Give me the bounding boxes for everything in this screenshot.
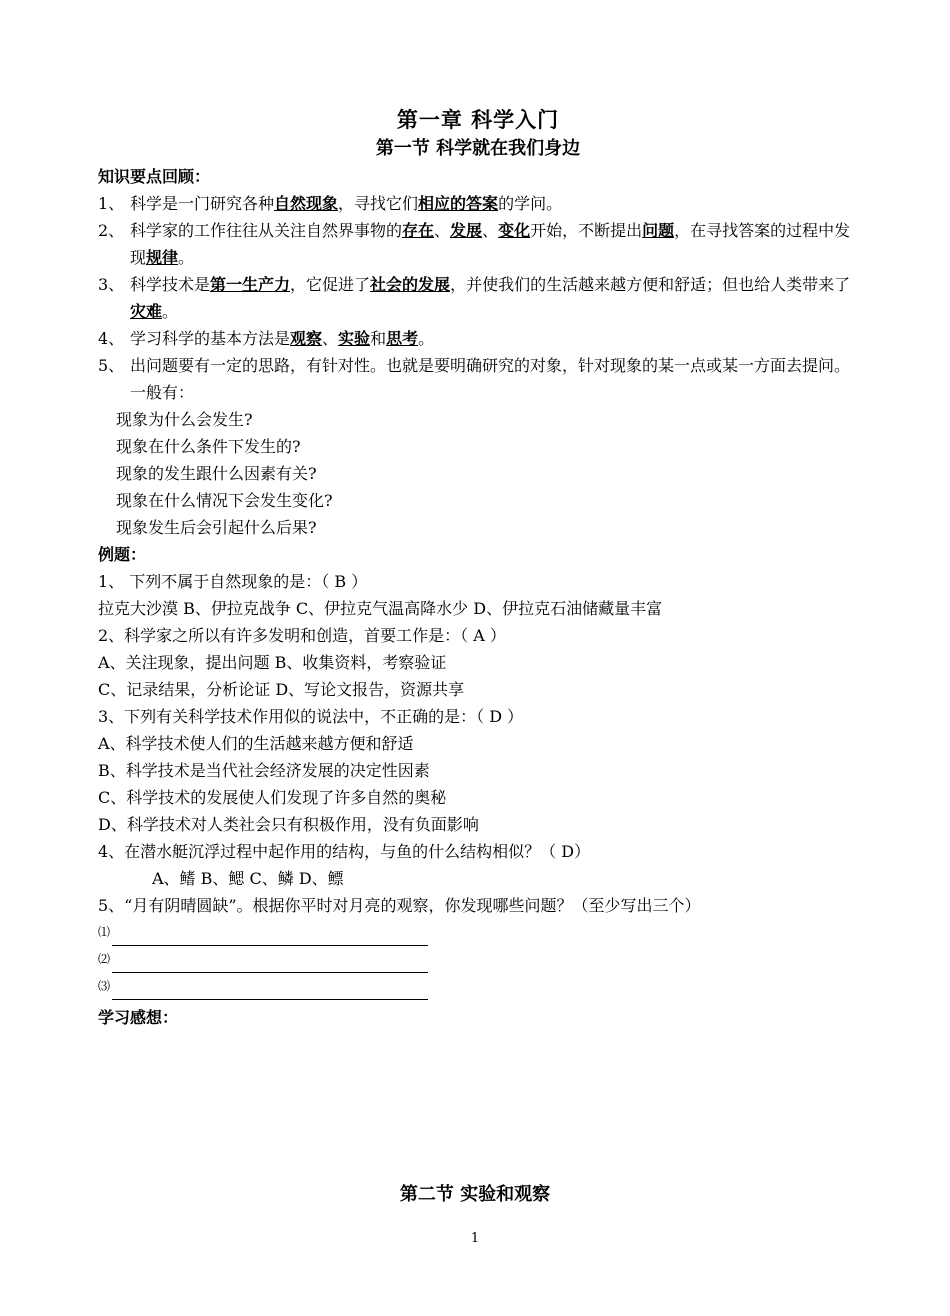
question-3-option-a: A、科学技术使人们的生活越来越方便和舒适	[98, 734, 414, 753]
answer-line[interactable]	[112, 979, 428, 1000]
item-number: 3、	[98, 275, 125, 294]
text: 的学问。	[498, 194, 563, 213]
item-number: 4、	[98, 329, 125, 348]
answer-blank-3[interactable]	[98, 973, 858, 1000]
reflection-heading: 学习感想：	[98, 1008, 179, 1027]
guide-question: 现象为什么会发生?	[116, 410, 253, 429]
blank-number: ⑴	[98, 925, 111, 939]
key-term: 变化	[498, 221, 531, 240]
text: 学习科学的基本方法是	[130, 329, 291, 348]
text: 、	[482, 221, 499, 240]
key-term: 规律	[146, 248, 179, 267]
text: 和	[370, 329, 387, 348]
question-3-option-d: D、科学技术对人类社会只有积极作用，没有负面影响	[98, 815, 479, 834]
text: 、	[322, 329, 339, 348]
knowledge-heading: 知识要点回顾：	[98, 167, 211, 186]
text: ，寻找它们	[338, 194, 419, 213]
knowledge-point-4	[98, 325, 858, 352]
key-term: 相应的答案	[418, 194, 499, 213]
knowledge-point-1	[98, 190, 858, 217]
key-term: 发展	[450, 221, 483, 240]
text: 出问题要有一定的思路，有针对性。也就是要明确研究的对象，针对现象的某一点或某一方面去提问。一般有：	[130, 356, 851, 402]
knowledge-point-2	[98, 217, 858, 271]
item-number: 2、	[98, 221, 125, 240]
question-1: 1、 下列不属于自然现象的是：（ B ）	[98, 572, 368, 591]
key-term: 思考	[386, 329, 419, 348]
blank-number: ⑶	[98, 979, 111, 993]
text: 。	[178, 248, 195, 267]
question-1-options: 拉克大沙漠 B、伊拉克战争 C、伊拉克气温高降水少 D、伊拉克石油储藏量丰富	[98, 599, 663, 618]
text: 开始，不断提出	[530, 221, 643, 240]
question-3-option-c: C、科学技术的发展使人们发现了许多自然的奥秘	[98, 788, 447, 807]
answer-line[interactable]	[112, 925, 428, 946]
blank-number: ⑵	[98, 952, 111, 966]
key-term: 实验	[338, 329, 371, 348]
text: 科学是一门研究各种	[130, 194, 275, 213]
question-4: 4、在潜水艇沉浮过程中起作用的结构，与鱼的什么结构相似？（ D）	[98, 842, 591, 861]
item-number: 5、	[98, 356, 125, 375]
text: ，它促进了	[290, 275, 371, 294]
guide-question: 现象在什么条件下发生的?	[116, 437, 301, 456]
key-term: 存在	[402, 221, 435, 240]
question-3-option-b: B、科学技术是当代社会经济发展的决定性因素	[98, 761, 430, 780]
question-2-options: A、关注现象，提出问题 B、收集资料，考察验证	[98, 653, 447, 672]
item-number: 1、	[98, 194, 125, 213]
answer-line[interactable]	[112, 952, 428, 973]
question-2-options: C、记录结果，分析论证 D、写论文报告，资源共享	[98, 680, 465, 699]
key-term: 自然现象	[274, 194, 339, 213]
text: ，并使我们的生活越来越方便和舒适；但也给人类带来了	[450, 275, 851, 294]
knowledge-point-3	[98, 271, 858, 325]
question-2: 2、科学家之所以有许多发明和创造，首要工作是：（ A ）	[98, 626, 506, 645]
section-2-title: 第二节 实验和观察	[399, 1184, 551, 1205]
question-5: 5、“月有阴晴圆缺”。根据你平时对月亮的观察，你发现哪些问题？（至少写出三个）	[98, 896, 701, 915]
answer-blank-1[interactable]	[98, 919, 858, 946]
text: 科学家的工作往往从关注自然界事物的	[130, 221, 403, 240]
text: ，在寻找答案的过程中发现	[130, 221, 851, 267]
page-number: 1	[470, 1231, 480, 1246]
question-3: 3、下列有关科学技术作用似的说法中，不正确的是：（ D ）	[98, 707, 524, 726]
knowledge-point-5	[98, 352, 858, 406]
key-term: 第一生产力	[210, 275, 291, 294]
guide-question: 现象在什么情况下会发生变化?	[116, 491, 333, 510]
text: 。	[418, 329, 435, 348]
key-term: 灾难	[130, 302, 163, 321]
text: 。	[162, 302, 179, 321]
key-term: 问题	[642, 221, 675, 240]
answer-blank-2[interactable]	[98, 946, 858, 973]
guide-question: 现象发生后会引起什么后果?	[116, 518, 317, 537]
key-term: 社会的发展	[370, 275, 451, 294]
section-title: 第一节 科学就在我们身边	[375, 138, 581, 159]
text: 科学技术是	[130, 275, 211, 294]
key-term: 观察	[290, 329, 323, 348]
guide-question: 现象的发生跟什么因素有关?	[116, 464, 317, 483]
examples-heading: 例题：	[98, 545, 147, 564]
chapter-title: 第一章 科学入门	[396, 107, 560, 132]
text: 、	[434, 221, 451, 240]
document-page	[98, 104, 858, 1031]
question-4-options: A、鳍 B、鳃 C、鳞 D、鳔	[152, 869, 344, 888]
